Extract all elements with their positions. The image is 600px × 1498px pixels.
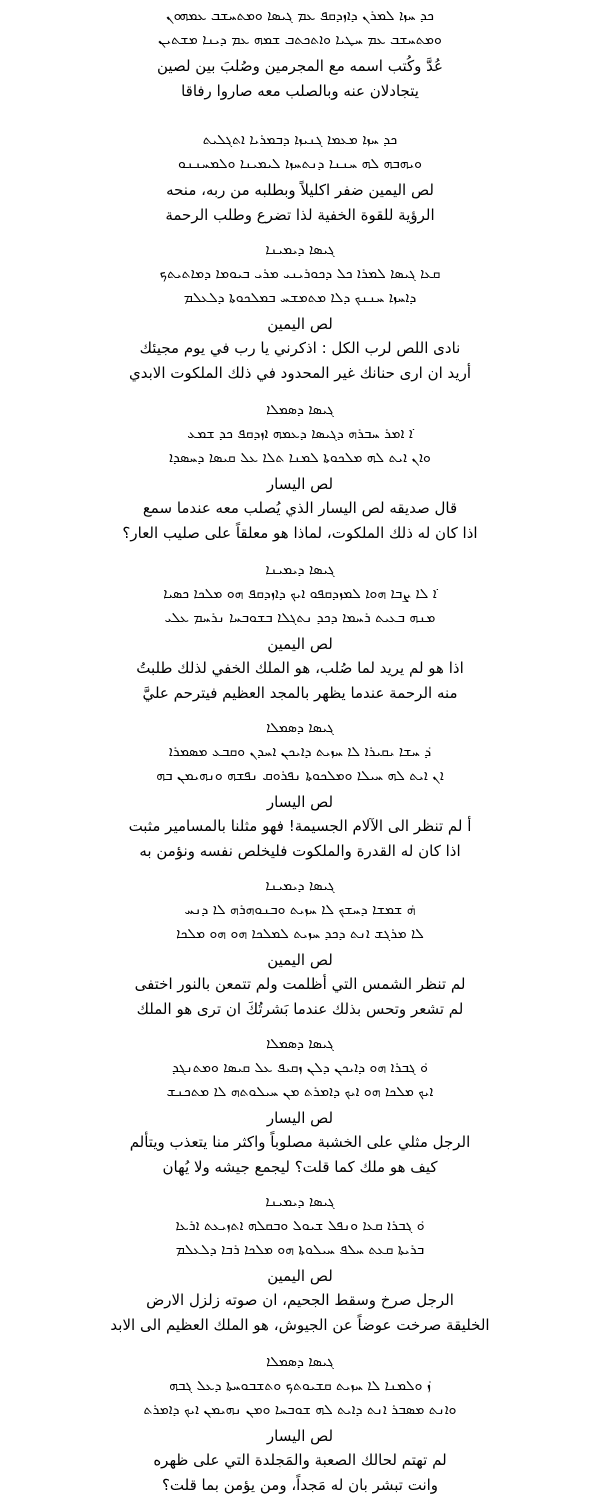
- syriac-verse-line: ܒܪܝܬܐ ܩܥܬ ܚܠܦ ܚܝܠܘܬܐ ܗܘ ܡܠܟܐ ܪܒܐ ܕܠܥܠܡ: [175, 1242, 425, 1258]
- arabic-verse-line: لم تهتم لحالك الصعبة والمَجلدة التي على ظهره: [153, 1451, 447, 1469]
- stanza: [0, 240, 600, 386]
- arabic-verse-line: لم تنظر الشمس التي أظلمت ولم تتمعن بالنور اختفى: [134, 975, 466, 993]
- arabic-verse-line: اذا هو لم يريد لما صُلب، هو الملك الخفي لذلك طلبتُ: [136, 659, 464, 677]
- stanza: [0, 130, 600, 228]
- syriac-speaker-heading: ܓܝܣܐ ܕܣܡܠܐ: [266, 1354, 334, 1370]
- arabic-verse-line: عُدَّ وكُتب اسمه مع المجرمين وصُلبَ بين لصين: [157, 57, 443, 75]
- stanza: [0, 1192, 600, 1338]
- arabic-verse-line: الرجل مثلي على الخشبة مصلوباً واكثر منا يتعذب ويتألم: [129, 1133, 471, 1151]
- syriac-verse-line: ܐܢ ܐܝܬ ܠܗ ܚܝܠܐ ܘܡܠܟܘܬܐ ܢܦܪܘܩ ܢܦܫܗ ܘܢܗܝܡܢ ܒܗ: [156, 768, 444, 784]
- arabic-speaker-label: لص اليسار: [266, 793, 334, 811]
- arabic-speaker-label: لص اليسار: [266, 1109, 334, 1127]
- syriac-verse-line: ܘ݁ ܓܒܪܐ ܗܘ ܕܐܝܟܢ ܕܠܢ ܙܩܝܦ ܥܠ ܩܝܣܐ ܘܡܬܢܓܕ: [172, 1060, 428, 1076]
- syriac-verse-line: ܩܥܐ ܓܝܣܐ ܠܡܪܐ ܟܠ ܕܟܘܪܝܢܝ ܡܪܝ ܒܝܘܡܐ ܕܡܐܬܝܬܟ: [159, 266, 441, 282]
- arabic-verse-line: أ لم تنظر الى الآلام الجسيمة! فهو مثلنا بالمسامير مثبت: [128, 817, 472, 835]
- syriac-verse-line: ܐ݁ ܠܐ ܨܒܐ ܗܘܐ ܠܡܙܕܩܦܘ ܐܝܟ ܕܐܙܕܩܦ ܗܘ ܡܠܟܐ ܟܣܝܐ: [163, 586, 437, 602]
- arabic-speaker-label: لص اليسار: [266, 1427, 334, 1445]
- arabic-speaker-label: لص اليمين: [267, 1267, 333, 1285]
- arabic-verse-line: الرؤية للقوة الخفية لذا تضرع وطلب الرحمة: [165, 206, 435, 224]
- syriac-speaker-heading: ܓܝܣܐ ܕܣܡܠܐ: [266, 402, 334, 418]
- syriac-verse-line: ܡܢܗ ܒܥܝܬ ܪܚܡܐ ܕܟܕ ܢܬܓܠܐ ܒܫܘܒܚܐ ܢܪܚܡ ܥܠܝ: [164, 610, 436, 626]
- arabic-verse-line: الرجل صرخ وسقط الجحيم، ان صوته زلزل الارض: [146, 1291, 454, 1309]
- syriac-verse-line: ܙ݁ ܘܠܡܢܐ ܠܐ ܚܙܝܬ ܩܫܝܘܬܟ ܘܬܫܒܘܚܬܐ ܕܥܠ ܓܒܗ: [169, 1378, 431, 1394]
- syriac-verse-line: ܟܕ ܚܙܐ ܠܡܪܢ ܕܐܙܕܩܦ ܥܡ ܓܝܣܐ ܘܡܬܚܫܒ ܥܡܗܘܢ: [166, 8, 434, 24]
- syriac-verse-line: ܕ݁ ܚܫܐ ܝܩܝܪܐ ܠܐ ܚܙܝܬ ܕܐܝܟܢ ܐܚܕܢ ܘܩܒܥ ܡܣܡܪܐ: [168, 744, 432, 760]
- syriac-verse-line: ܘܐܢܬ ܡܣܒܪ ܐܢܬ ܕܐܝܬ ܠܗ ܫܘܒܚܐ ܘܡܢ ܢܗܝܡܢ ܐܝܟ ܕܐܡܪܬ: [143, 1402, 457, 1418]
- arabic-verse-line: قال صديقه لص اليسار الذي يُصلب معه عندما سمع: [142, 499, 458, 517]
- stanza: [0, 718, 600, 864]
- arabic-speaker-label: لص اليمين: [267, 635, 333, 653]
- syriac-verse-line: ܘܡܬܚܫܒ ܥܡ ܚܛܝܐ ܘܐܬܟܬܒ ܫܡܗ ܥܡ ܕܝܢܐ ܡܫܬܝܢ: [158, 32, 442, 48]
- syriac-speaker-heading: ܓܝܣܐ ܕܝܡܝܢܐ: [265, 562, 335, 578]
- arabic-verse-line: كيف هو ملك كما قلت؟ ليجمع جيشه ولا يُهان: [162, 1158, 438, 1176]
- syriac-verse-line: ܘܝܗܒܗ ܠܗ ܚܢܢܐ ܕܢܬܚܙܐ ܠܝܡܝܢܐ ܘܠܡܚܢܢܘ: [178, 156, 422, 172]
- arabic-verse-line: وانت تبشر بان له مَجداً، ومن يؤمن بما قلت؟: [161, 1476, 439, 1494]
- arabic-speaker-label: لص اليمين: [267, 951, 333, 969]
- stanza: [0, 1352, 600, 1498]
- stanza: [0, 1034, 600, 1180]
- arabic-verse-line: منه الرحمة عندما يظهر بالمجد العظيم فيترحم عليَّ: [142, 684, 458, 702]
- syriac-verse-line: ܘܐܢ ܐܝܬ ܠܗ ܡܠܟܘܬܐ ܠܡܢܐ ܬܠܐ ܥܠ ܩܝܣܐ ܕܚܣܕܐ: [169, 450, 431, 466]
- syriac-verse-line: ܗ݁ ܫܡܫܐ ܕܚܫܟ ܠܐ ܚܙܝܬ ܘܒܢܘܗܪܗ ܠܐ ܕܢܚ: [184, 902, 416, 918]
- arabic-verse-line: اذا كان له ذلك الملكوت، لماذا هو معلقاً على صليب العار؟: [122, 524, 478, 542]
- stanza: [0, 400, 600, 546]
- syriac-verse-line: ܟܕ ܚܙܐ ܡܥܡܐ ܓܢܝܙܐ ܕܒܡܪܝܐ ܐܬܓܠܝܬ: [202, 132, 398, 148]
- arabic-speaker-label: لص اليسار: [266, 475, 334, 493]
- arabic-verse-line: نادى اللص لرب الكل : اذكرني يا رب في يوم مجيئك: [139, 339, 461, 357]
- syriac-speaker-heading: ܓܝܣܐ ܕܣܡܠܐ: [266, 720, 334, 736]
- arabic-verse-line: الخليقة صرخت عوضاً عن الجيوش، هو الملك العظيم الى الابد: [110, 1316, 490, 1334]
- syriac-verse-line: ܐ݁ ܐܡܪ ܚܒܪܗ ܕܓܝܣܐ ܕܥܡܗ ܐܙܕܩܦ ܟܕ ܫܡܥ: [187, 426, 413, 442]
- syriac-verse-line: ܕܐܚܙܐ ܚܢܢܟ ܕܠܐ ܡܬܡܫܚ ܒܡܠܟܘܬܐ ܕܠܥܠܡ: [183, 290, 417, 306]
- syriac-verse-line: ܘ݁ ܓܒܪܐ ܩܥܐ ܘܢܦܠ ܫܝܘܠ ܘܒܩܠܗ ܐܬܙܝܥܬ ܐܪܥܐ: [175, 1218, 425, 1234]
- arabic-speaker-label: لص اليمين: [267, 315, 333, 333]
- stanza: [0, 6, 600, 104]
- arabic-verse-line: لم تشعر وتحس بذلك عندما بَشرتُكَ ان ترى هو الملك: [136, 1000, 464, 1018]
- stanza: [0, 560, 600, 706]
- syriac-speaker-heading: ܓܝܣܐ ܕܝܡܝܢܐ: [265, 242, 335, 258]
- stanza: [0, 876, 600, 1022]
- syriac-speaker-heading: ܓܝܣܐ ܕܣܡܠܐ: [266, 1036, 334, 1052]
- syriac-speaker-heading: ܓܝܣܐ ܕܝܡܝܢܐ: [265, 1194, 335, 1210]
- syriac-verse-line: ܐܝܟ ܡܠܟܐ ܗܘ ܐܝܟ ܕܐܡܪܬ ܡܢ ܚܝܠܘܬܗ ܠܐ ܡܬܟܢܫ: [166, 1084, 434, 1100]
- arabic-verse-line: لص اليمين ضفر اكليلاً وبطلبه من ربه، منحه: [166, 181, 434, 199]
- syriac-verse-line: ܠܐ ܡܪܓܫ ܐܢܬ ܕܟܕ ܚܙܝܬ ܠܡܠܟܐ ܗܘ ܗܘ ܡܠܟܐ: [176, 926, 424, 942]
- arabic-verse-line: يتجادلان عنه وبالصلب معه صاروا رفاقا: [181, 82, 419, 100]
- arabic-verse-line: اذا كان له القدرة والملكوت فليخلص نفسه ونؤمن به: [139, 842, 461, 860]
- arabic-verse-line: أريد ان ارى حنانك غير المحدود في ذلك الملكوت الابدي: [128, 364, 472, 382]
- syriac-speaker-heading: ܓܝܣܐ ܕܝܡܝܢܐ: [265, 878, 335, 894]
